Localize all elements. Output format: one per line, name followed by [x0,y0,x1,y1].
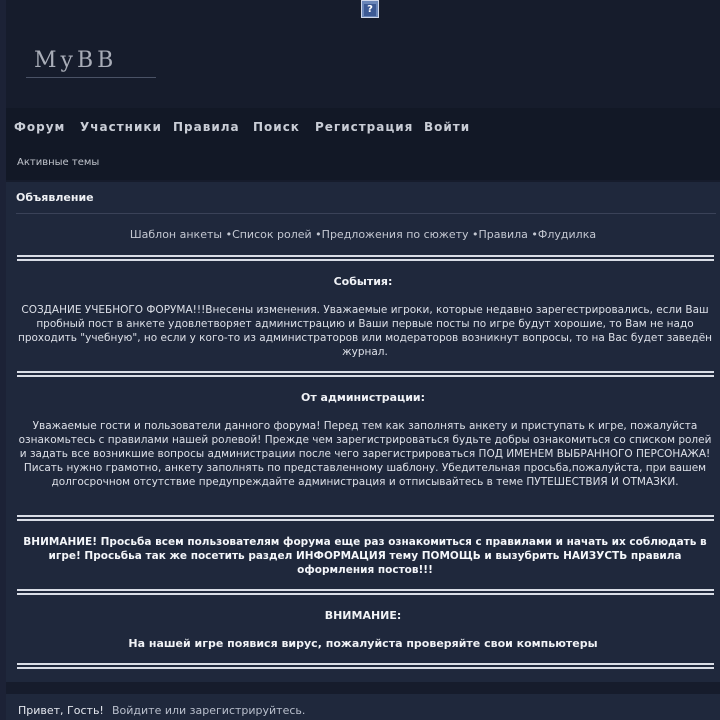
announcement-separator [16,213,716,214]
double-divider [17,589,714,595]
double-divider [17,371,714,377]
link-plot-suggestions[interactable]: Предложения по сюжету [321,228,469,241]
nav-item-members[interactable]: Участники [80,120,162,134]
page [6,0,720,720]
virus-text: На нашей игре появися вирус, пожалуйста проверяйте свои компьютеры [128,637,598,650]
help-icon[interactable] [361,0,379,18]
link-separator: • [531,228,538,241]
link-role-list[interactable]: Список ролей [232,228,312,241]
logo-underline [26,77,156,78]
nav-item-register[interactable]: Регистрация [315,120,414,134]
main-nav [6,108,720,144]
events-heading: События: [333,275,393,288]
footer-bar [6,694,720,720]
nav-item-rules[interactable]: Правила [173,120,240,134]
double-divider [17,515,714,521]
virus-heading: ВНИМАНИЕ: [324,609,402,622]
link-separator: • [315,228,322,241]
nav-item-login[interactable]: Войти [424,120,471,134]
admin-text: Уважаемые гости и пользователи данного форума! Перед тем как заполнять анкету и приступать к игре, пожалуйста ознакомьтесь с правилами нашей ролевой! Прежде чем зарегистрироваться будьте добры ознакомиться со списком ролей и задать все возникшие вопросы администрации после чего зарегистрироваться ПОД ИМЕНЕМ ВЫБРАННОГО ПЕРСОНАЖА! Писать нужно грамотно, анкету заполнять по представленному шаблону. Убедительная просьба,пожалуйста, при вашем долгосрочном отсутствие предупреждайте администрация и отписывайтесь в теме ПУТЕШЕСТВИЯ И ОТМАЗКИ. [18,420,712,488]
link-separator: • [472,228,479,241]
link-rules[interactable]: Правила [478,228,528,241]
help-icon-glyph: ? [364,4,376,16]
active-topics-link[interactable]: Активные темы [17,157,100,168]
sub-bar [6,144,720,180]
admin-heading: От администрации: [300,391,426,404]
login-register-link[interactable]: Войдите или зарегистрируйтесь. [112,704,306,717]
link-profile-template[interactable]: Шаблон анкеты [129,228,223,241]
nav-item-forum[interactable]: Форум [14,120,66,134]
announcement-panel [6,182,720,682]
events-text: СОЗДАНИЕ УЧЕБНОГО ФОРУМА!!!Внесены изменения. Уважаемые игроки, которые недавно зарегестрировались, если Ваш пробный пост в анкете удовлетворяет администрацию и Ваши первые посты по игре будут хорошие, то Вам не надо проходить "учебную", но если у кого-то из администраторов или модераторов возникнут вопросы, то на Вас будет заведён журнал. [17,304,713,358]
link-flood[interactable]: Флудилка [537,228,597,241]
announcement-title: Объявление [16,191,94,204]
double-divider [17,255,714,261]
quick-links [6,228,720,241]
nav-item-search[interactable]: Поиск [253,120,300,134]
warning-text: ВНИМАНИЕ! Просьба всем пользователям форума еще раз ознакомиться с правилами и начать их соблюдать в игре! Просьбьа так же посетить раздел ИНФОРМАЦИЯ тему ПОМОЩЬ и вызубрить НАИЗУСТЬ правила оформления постов!!! [23,536,707,576]
double-divider [17,663,714,669]
forum-logo[interactable]: MyBB [34,48,118,73]
guest-greeting: Привет, Гость! [18,704,104,717]
link-separator: • [225,228,233,241]
